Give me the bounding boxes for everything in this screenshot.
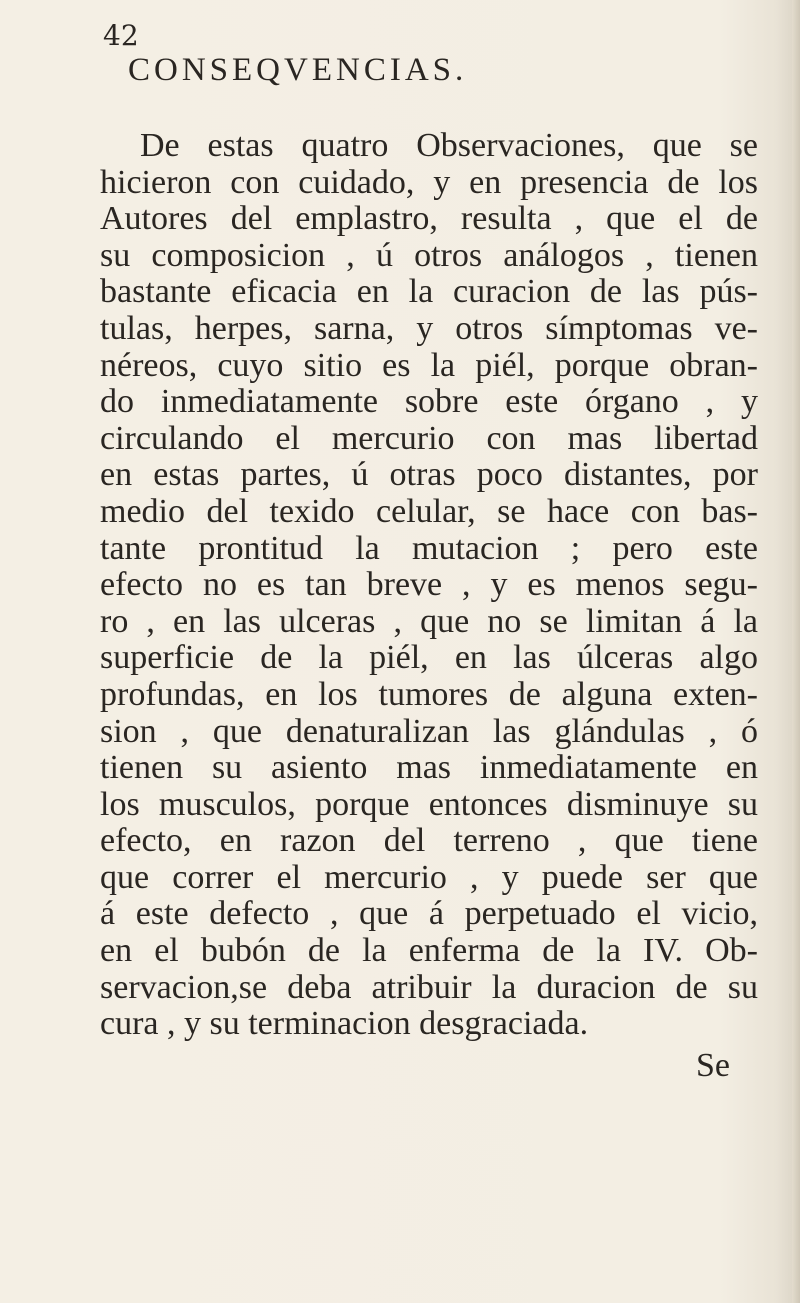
text-line: Autores del emplastro, resulta , que el de xyxy=(100,200,758,238)
text-line: sion , que denaturalizan las glándulas , ó xyxy=(100,712,758,750)
text-line: su composicion , ú otros análogos , tienen xyxy=(100,236,758,274)
running-head: CONSEQVENCIAS. xyxy=(128,52,468,88)
text-line: que correr el mercurio , y puede ser que xyxy=(100,858,758,896)
text-line: medio del texido celular, se hace con bas- xyxy=(100,492,758,530)
text-line: bastante eficacia en la curacion de las pús- xyxy=(100,273,758,311)
catchword: Se xyxy=(696,1047,730,1084)
text-line: tante prontitud la mutacion ; pero este xyxy=(100,529,758,567)
text-line: circulando el mercurio con mas libertad xyxy=(100,419,758,457)
text-line: cura , y su terminacion desgraciada. xyxy=(100,1005,589,1043)
text-line: los musculos, porque entonces disminuye su xyxy=(100,785,758,823)
text-line: en estas partes, ú otras poco distantes, por xyxy=(100,456,758,494)
text-line: tulas, herpes, sarna, y otros símptomas ve- xyxy=(100,309,758,347)
text-line: hicieron con cuidado, y en presencia de los xyxy=(100,163,758,201)
text-line: ro , en las ulceras , que no se limitan á la xyxy=(100,602,758,640)
text-line: servacion,se deba atribuir la duracion de su xyxy=(100,968,758,1006)
page-number: 42 xyxy=(103,19,139,52)
text-line: á este defecto , que á perpetuado el vicio, xyxy=(100,895,758,933)
text-line: tienen su asiento mas inmediatamente en xyxy=(100,749,758,787)
text-line: De estas quatro Observaciones, que se xyxy=(140,127,758,164)
text-line: superficie de la piél, en las úlceras algo xyxy=(100,639,758,677)
text-line: efecto, en razon del terreno , que tiene xyxy=(100,822,758,860)
text-line: en el bubón de la enferma de la IV. Ob- xyxy=(100,932,758,970)
text-line: profundas, en los tumores de alguna exten- xyxy=(100,675,758,713)
page-edge xyxy=(792,0,800,1303)
text-line: do inmediatamente sobre este órgano , y xyxy=(100,383,758,421)
text-line: néreos, cuyo sitio es la piél, porque obran- xyxy=(100,346,758,384)
text-line: efecto no es tan breve , y es menos segu- xyxy=(100,566,758,604)
body-paragraph xyxy=(100,128,758,1043)
